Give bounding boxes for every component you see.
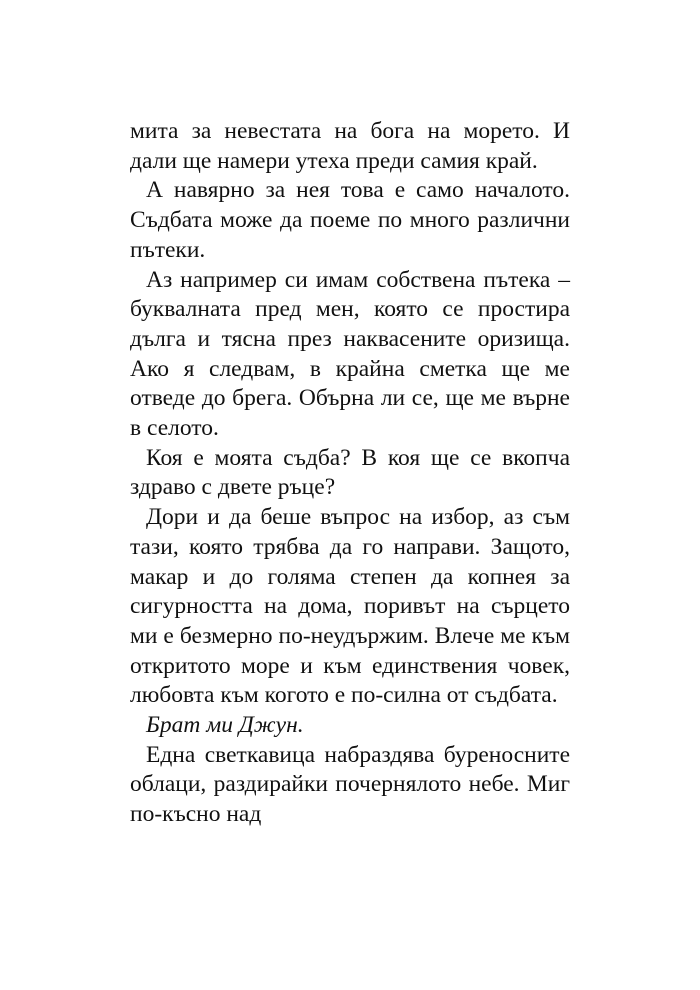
- paragraph-5: Дори и да беше въпрос на избор, аз съм тази, която трябва да го направи. Защото, макар и до голяма степен да копнея за сигурността на дома, поривът на сърцето ми е безмерно по-неудържим. Влече ме към откритото море и към единствения човек, любовта към когото е по-силна от съдбата.: [130, 504, 570, 709]
- paragraph-4: Коя е моята съдба? В коя ще се вкопча здраво с двете ръце?: [130, 444, 570, 501]
- body-text: [130, 117, 570, 830]
- paragraph-2: А навярно за нея това е само началото. Съдбата може да поеме по много различни пътеки.: [130, 177, 570, 263]
- paragraph-6-italic: Брат ми Джун.: [146, 712, 304, 739]
- paragraph-1: мита за невестата на бога на морето. И дали ще намери утеха преди самия край.: [130, 118, 570, 174]
- paragraph-7: Една светкавица набраздява буреносните облаци, раздирайки почернялото небе. Миг по-късно над: [130, 741, 570, 828]
- paragraph-3: Аз например си имам собствена пътека – буквалната пред мен, която се простира дълга и тясна през наквасените оризища. Ако я следвам, в крайна сметка ще ме отведе до брега. Обърна ли се, ще ме върне в селото.: [130, 266, 570, 442]
